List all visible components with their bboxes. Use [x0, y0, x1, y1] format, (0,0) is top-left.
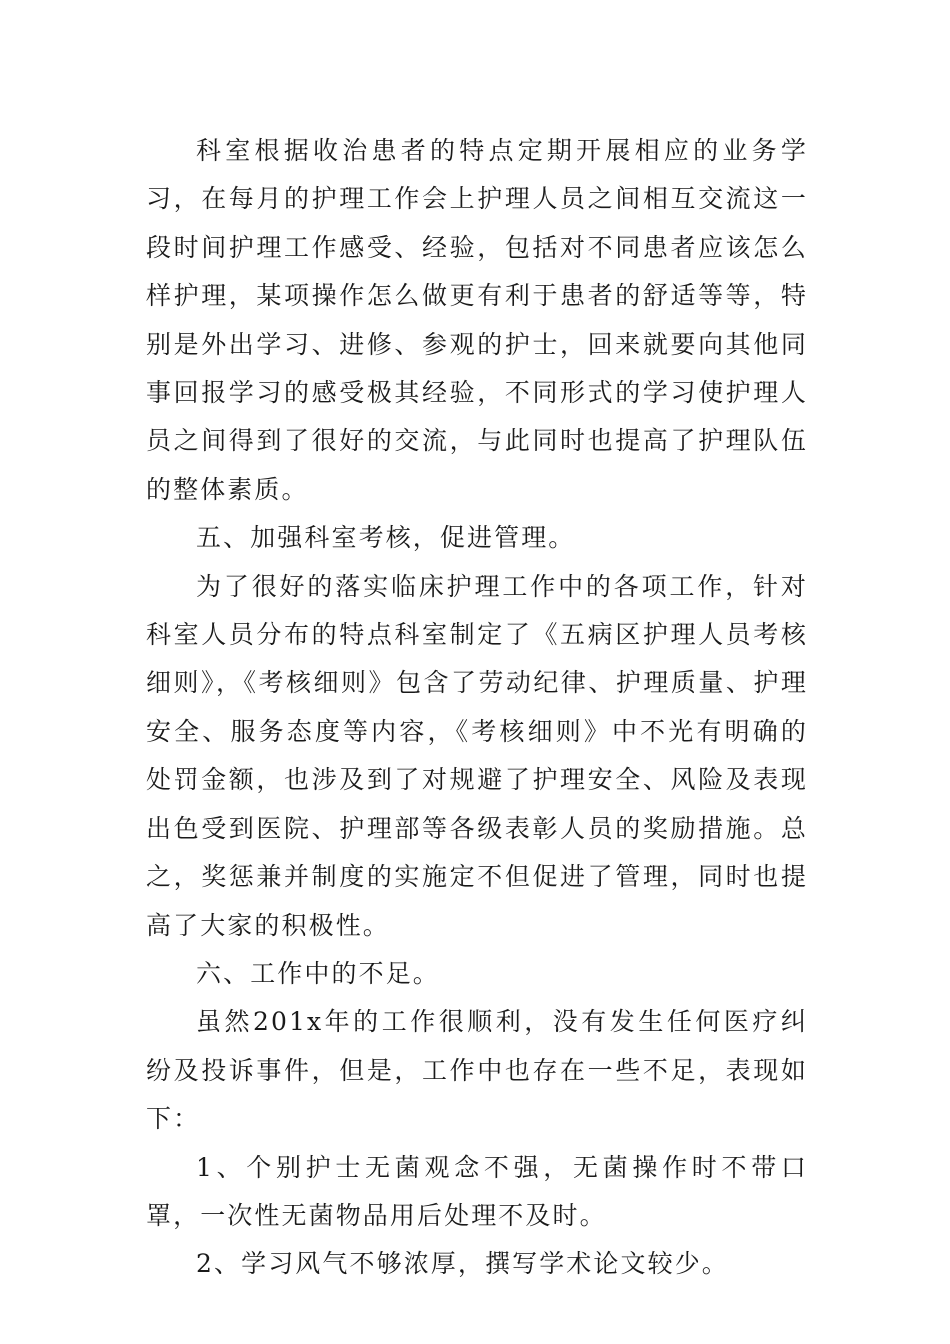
paragraph-business-learning: 科室根据收治患者的特点定期开展相应的业务学习，在每月的护理工作会上护理人员之间相互交流这一段时间护理工作感受、经验，包括对不同患者应该怎么样护理，某项操作怎么做更有利于患者的舒适等等，特别是外出学习、进修、参观的护士，回来就要向其他同事回报学习的感受极其经验，不同形式的学习使护理人员之间得到了很好的交流，与此同时也提高了护理队伍的整体素质。: [146, 136, 808, 504]
paragraph-assessment-rules: 为了很好的落实临床护理工作中的各项工作，针对科室人员分布的特点科室制定了《五病区护理人员考核细则》，《考核细则》包含了劳动纪律、护理质量、护理安全、服务态度等内容，《考核细则》中不光有明确的处罚金额，也涉及到了对规避了护理安全、风险及表现出色受到医院、护理部等各级表彰人员的奖励措施。总之，奖惩兼并制度的实施定不但促进了管理，同时也提高了大家的积极性。: [146, 571, 808, 940]
document-body: [146, 127, 808, 1289]
heading-section-six: 六、工作中的不足。: [196, 958, 440, 988]
list-item-shortcoming-2: 2、学习风气不够浓厚，撰写学术论文较少。: [196, 1249, 729, 1279]
paragraph-shortcomings-intro: 虽然201x年的工作很顺利，没有发生任何医疗纠纷及投诉事件，但是，工作中也存在一些不足，表现如下：: [146, 1007, 808, 1134]
heading-section-five: 五、加强科室考核，促进管理。: [196, 523, 576, 553]
list-item-shortcoming-1: 1、个别护士无菌观念不强，无菌操作时不带口罩，一次性无菌物品用后处理不及时。: [146, 1152, 808, 1230]
